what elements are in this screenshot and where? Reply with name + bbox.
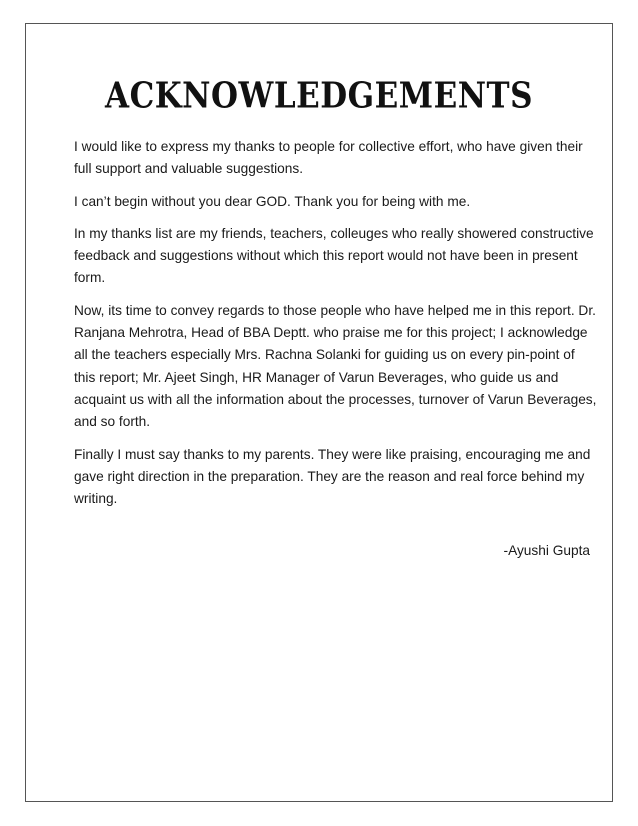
page-title: ACKNOWLEDGEMENTS <box>105 75 533 117</box>
paragraph-god: I can’t begin without you dear GOD. Thank you for being with me. <box>74 193 471 209</box>
paragraph-friends: In my thanks list are my friends, teachers, colleuges who really showered constructive feedback and suggestions without which this report would not have been in present form. <box>74 225 594 286</box>
signature: -Ayushi Gupta <box>503 543 590 558</box>
paragraph-mentors: Now, its time to convey regards to those people who have helped me in this report. Dr. Ranjana Mehrotra, Head of BBA Deptt. who praise me for this project; I acknowledge all the teachers especially Mrs. Rachna Solanki for guiding us on every pin-point of this report; Mr. Ajeet Singh, HR Manager of Varun Beverages, who guide us and acquaint us with all the information about the processes, turnover of Varun Beverages, and so forth. <box>74 302 597 430</box>
paragraph-thanks-intro: I would like to express my thanks to people for collective effort, who have given their full support and valuable suggestions. <box>74 139 583 177</box>
acknowledgement-body <box>74 136 598 520</box>
paragraph-parents: Finally I must say thanks to my parents. They were like praising, encouraging me and gave right direction in the preparation. They are the reason and real force behind my writing. <box>74 446 591 507</box>
